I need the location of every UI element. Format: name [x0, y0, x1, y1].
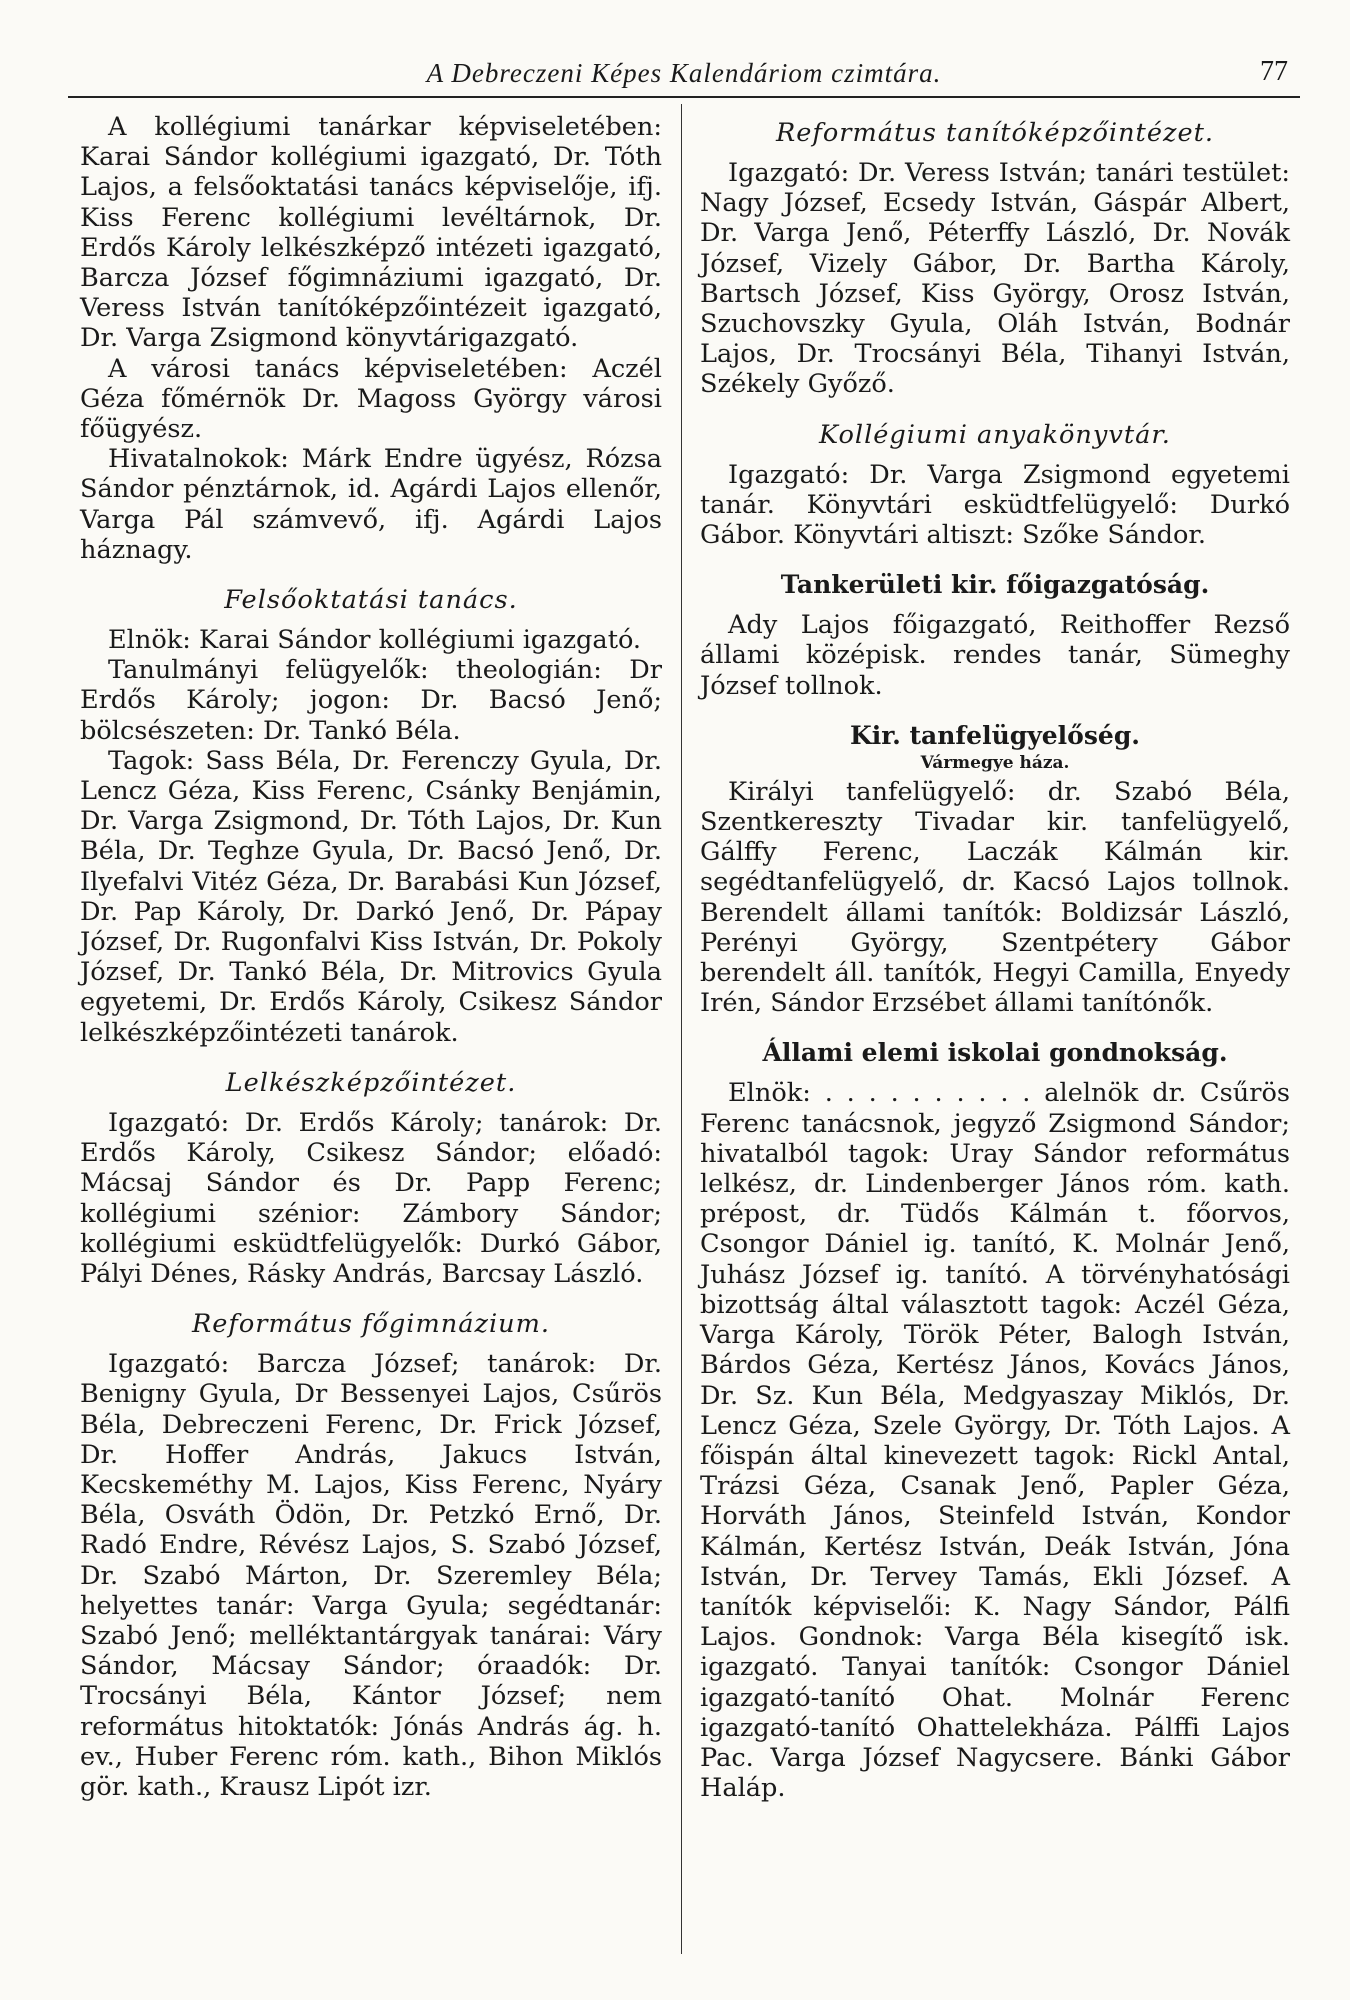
heading-kollegiumi-anyakonyvtar: Kollégiumi anyakönyvtár. [819, 419, 1171, 450]
page-header [68, 52, 1300, 96]
paragraph-tanitokepzo: Igazgató: Dr. Veress István; tanári testület: Nagy József, Ecsedy István, Gáspár Albert, Dr. Varga Jenő, Péterffy László, Dr. Novák József, Vizely Gábor, Dr. Bartha Károly, Bartsch József, Kiss György, Orosz István, Szuchovszky Gyula, Oláh István, Bodnár Lajos, Dr. Trocsányi Béla, Tihanyi István, Székely Győző. [700, 158, 1290, 400]
subheading-varmegye-haza: Vármegye háza. [920, 752, 1070, 773]
paragraph-fogimnazium: Igazgató: Barcza József; tanárok: Dr. Benigny Gyula, Dr Bessenyei Lajos, Csűrös Béla, Debreczeni Ferenc, Dr. Frick József, Dr. Hoffer András, Jakucs István, Kecskeméthy M. Lajos, Kiss Ferenc, Nyáry Béla, Osváth Ödön, Dr. Petzkó Ernő, Dr. Radó Endre, Révész Lajos, S. Szabó József, Dr. Szabó Márton, Dr. Szeremley Béla; helyettes tanár: Varga Gyula; segédtanár: Szabó Jenő; melléktantárgyak tanárai: Váry Sándor, Mácsay Sándor; óraadók: Dr. Trocsányi Béla, Kántor József; nem református hitoktatók: Jónás András ág. h. ev., Huber Ferenc róm. kath., Bihon Miklós gör. kath., Krausz Lipót izr. [80, 1349, 662, 1802]
heading-reformatus-fogimnazium: Református főgimnázium. [191, 1309, 551, 1340]
heading-allami-elemi-gondnoksag: Állami elemi iskolai gondnokság. [762, 1038, 1228, 1068]
heading-lelkeszkepzointezet: Lelkészképzőintézet. [225, 1067, 517, 1098]
right-column [700, 112, 1290, 1803]
heading-kir-tanfelugyeloseg: Kir. tanfelügyelőség. [849, 720, 1140, 750]
paragraph-tanfelugyeloseg: Királyi tanfelügyelő: dr. Szabó Béla, Szentkereszty Tivadar kir. tanfelügyelő, Gálffy Ferenc, Laczák Kálmán kir. segédtanfelügyelő, dr. Kacsó Lajos tollnok. Berendelt állami tanítók: Boldizsár László, Perényi György, Szentpétery Gábor berendelt áll. tanítók, Hegyi Camilla, Enyedy Irén, Sándor Erzsébet állami tanítónők. [700, 776, 1290, 1019]
column-divider [681, 104, 682, 1954]
paragraph-elnok: Elnök: Karai Sándor kollégiumi igazgató. [108, 625, 642, 656]
paragraph-tagok: Tagok: Sass Béla, Dr. Ferenczy Gyula, Dr. Lencz Géza, Kiss Ferenc, Csánky Benjámin, Dr. Varga Zsigmond, Dr. Tóth Lajos, Dr. Kun Béla, Dr. Teghze Gyula, Dr. Bacsó Jenő, Dr. Ilyefalvi Vitéz Géza, Dr. Barabási Kun József, Dr. Pap Károly, Dr. Darkó Jenő, Dr. Pápay József, Dr. Rugonfalvi Kiss István, Dr. Pokoly József, Dr. Tankó Béla, Dr. Mitrovics Gyula egyetemi, Dr. Erdős Károly, Csikesz Sándor lelkészképzőintézeti tanárok. [80, 745, 662, 1048]
heading-felsooktatasi-tanacs: Felsőoktatási tanács. [224, 585, 518, 616]
paragraph-kollegiumi-tanarkar: A kollégiumi tanárkar képviseletében: Karai Sándor kollégiumi igazgató, Dr. Tóth Lajos, a felsőoktatási tanács képviselője, ifj. Kiss Ferenc kollégiumi levéltárnok, Dr. Erdős Károly lelkészképző intézeti igazgató, Barcza József főgimnáziumi igazgató, Dr. Veress István tanítóképzőintézeit igazgató, Dr. Varga Zsigmond könyvtárigazgató. [80, 112, 662, 354]
page-number: 77 [1260, 56, 1288, 87]
paragraph-gondnoksag: Elnök: . . . . . . . . . . alelnök dr. Csűrös Ferenc tanácsnok, jegyző Zsigmond Sándor; hivatalból tagok: Uray Sándor református lelkész, dr. Lindenberger János róm. kath. prépost, dr. Tüdős Kálmán t. főorvos, Csongor Dániel ig. tanító, K. Molnár Jenő, Juhász József ig. tanító. A törvényhatósági bizottság által választott tagok: Aczél Géza, Varga Károly, Török Péter, Balogh István, Bárdos Géza, Kertész János, Kovács János, Dr. Sz. Kun Béla, Medgyaszay Miklós, Dr. Lencz Géza, Szele György, Dr. Tóth Lajos. A főispán által kinevezett tagok: Rickl Antal, Trázsi Géza, Csanak Jenő, Papler Géza, Horváth János, Steinfeld István, Kondor Kálmán, Kertész István, Deák István, Jóna István, Dr. Tervey Tamás, Ekli József. A tanítók képviselői: K. Nagy Sándor, Pálfi Lajos. Gondnok: Varga Béla kisegítő isk. igazgató. Tanyai tanítók: Csongor Dániel igazgató-tanító Ohat. Molnár Ferenc igazgató-tanító Ohattelekháza. Pálffi Lajos Pac. Varga József Nagycsere. Bánki Gábor Haláp. [700, 1078, 1290, 1804]
paragraph-varosi-tanacs: A városi tanács képviseletében: Aczél Géza főmérnök Dr. Magoss György városi főügyész. [80, 353, 662, 445]
paragraph-anyakonyvtar: Igazgató: Dr. Varga Zsigmond egyetemi tanár. Könyvtári esküdtfelügyelő: Durkó Gábor. Könyvtári altiszt: Szőke Sándor. [700, 459, 1290, 551]
left-column [80, 112, 662, 1802]
heading-tankeruleti-foigazgatosag: Tankerületi kir. főigazgatóság. [780, 570, 1210, 600]
paragraph-tankeruleti: Ady Lajos főigazgató, Reithoffer Rezső állami középisk. rendes tanár, Sümeghy József tollnok. [700, 610, 1290, 701]
paragraph-hivatalnokok: Hivatalnokok: Márk Endre ügyész, Rózsa Sándor pénztárnok, id. Agárdi Lajos ellenőr, Varga Pál számvevő, ifj. Agárdi Lajos háznagy. [80, 444, 662, 565]
running-title: A Debreczeni Képes Kalendáriom czimtára. [426, 58, 942, 88]
paragraph-tanulmanyi-felugyelok: Tanulmányi felügyelők: theologián: Dr Erdős Károly; jogon: Dr. Bacsó Jenő; bölcsészeten: Dr. Tankó Béla. [80, 655, 662, 746]
heading-tanitokepzointezet: Református tanítóképzőintézet. [775, 118, 1215, 148]
header-rule [68, 96, 1300, 98]
paragraph-lelkeszkepzo: Igazgató: Dr. Erdős Károly; tanárok: Dr. Erdős Károly, Csikesz Sándor; előadó: Mácsaj Sándor és Dr. Papp Ferenc; kollégiumi szénior: Zámbory Sándor; kollégiumi esküdtfelügyelők: Durkó Gábor, Pályi Dénes, Rásky András, Barcsay László. [80, 1107, 662, 1289]
